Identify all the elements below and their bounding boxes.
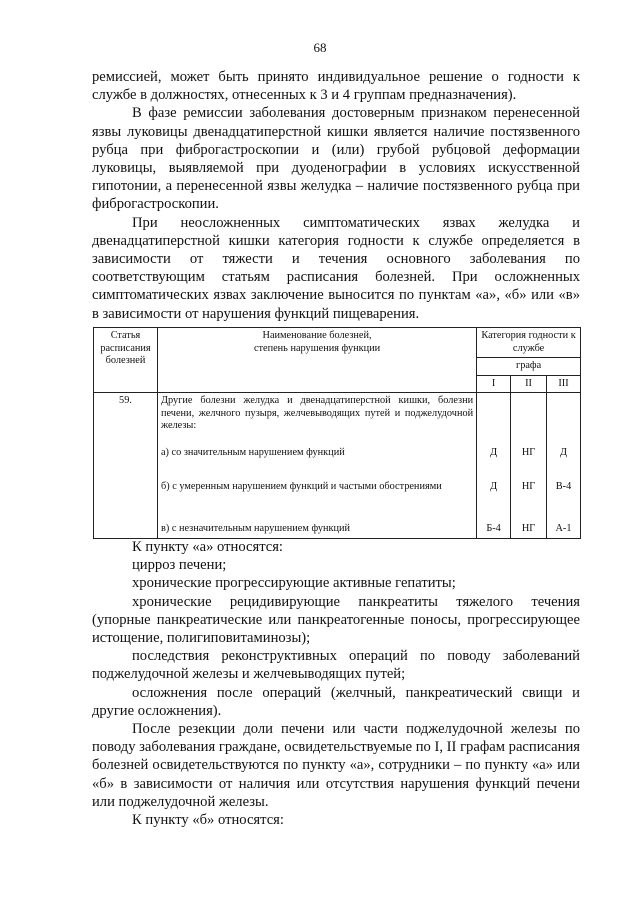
row-a-col-ii: НГ [511,445,547,479]
paragraph: При неосложненных симптоматических язвах желудка и двенадцатиперстной кишки категория годности к службе определяется в зависимости от тяжести и течения основного заболевания по соответствующим статьям расписания болезней. При осложненных симптоматических язвах заключение выносится по пунктам «а», «б» или «в» в зависимости от нарушения функций пищеварения. [92,214,580,322]
row-b-col-ii: НГ [511,479,547,521]
paragraph: После резекции доли печени или части поджелудочной железы по поводу заболевания граждане, освидетельствуемые по I, II графам расписания болезней освидетельствуются по пункту «а», сотрудники – по пункту «а» или «б» в зависимости от наличия или отсутствия нарушения функций печени или поджелудочной железы. [92,721,580,810]
table-row [94,393,581,446]
header-disease-name [157,328,476,393]
header-col-iii: III [547,375,581,393]
page-number: 68 [313,40,327,55]
row-b-col-i: Д [477,479,511,521]
paragraph: В фазе ремиссии заболевания достоверным признаком перенесенной язвы луковицы двенадцатиперстной кишки является наличие постязвенного рубца при фиброгастроскопии и (или) грубой рубцовой деформации луковицы, выявляемой при дуоденографии в условиях искусственной гипотонии, а перенесенной язвы желудка – наличие постязвенного рубца при фиброгастроскопии. [92,105,580,213]
paragraph: последствия реконструктивных операций по поводу заболеваний поджелудочной железы и желчевыводящих путей; [92,648,580,683]
row-b-col-iii: В-4 [547,479,581,521]
row-c-col-i: Б-4 [477,521,511,538]
row-a-col-iii: Д [547,445,581,479]
header-name-line1: Наименование болезней, [262,330,372,341]
paragraph: К пункту «а» относятся: [132,539,283,555]
bottom-text-block [92,538,580,829]
header-name-line2: степень нарушения функции [253,342,381,354]
paragraph: осложнения после операций (желчный, панкреатический свищи и другие осложнения). [92,684,580,719]
paragraph: хронические прогрессирующие активные гепатиты; [132,575,456,592]
table-row-intro: Другие болезни желудка и двенадцатиперстной кишки, болезни печени, желчного пузыря, желчевыводящих путей и поджелудочной железы: [157,393,476,446]
header-grafa: графа [477,358,581,376]
article-number: 59. [94,393,158,539]
header-col-ii: II [511,375,547,393]
paragraph: цирроз печени; [132,557,227,574]
table-row [94,479,581,521]
top-text-block [92,68,580,323]
table-row [94,445,581,479]
row-c-col-iii: А-1 [547,521,581,538]
header-col-i: I [477,375,511,393]
row-a-col-i: Д [477,445,511,479]
paragraph: ремиссией, может быть принято индивидуальное решение о годности к службе в должностях, отнесенных к 3 и 4 группам предназначения). [92,69,580,104]
row-c-col-ii: НГ [511,521,547,538]
header-category: Категория годности к службе [477,328,581,358]
row-c-text: в) с незначительным нарушением функций [157,521,476,538]
disease-schedule-table [93,327,581,539]
header-article: Статья расписания болезней [94,328,158,393]
table-header-row [94,328,581,358]
row-b-text: б) с умеренным нарушением функций и частыми обострениями [157,479,476,521]
paragraph: хронические рецидивирующие панкреатиты тяжелого течения (упорные панкреатические или панкреатогенные поносы, прогрессирующее истощение, полигиповитаминозы); [92,593,580,647]
row-a-text: а) со значительным нарушением функций [157,445,476,479]
table-row [94,521,581,538]
paragraph: К пункту «б» относятся: [132,812,284,829]
